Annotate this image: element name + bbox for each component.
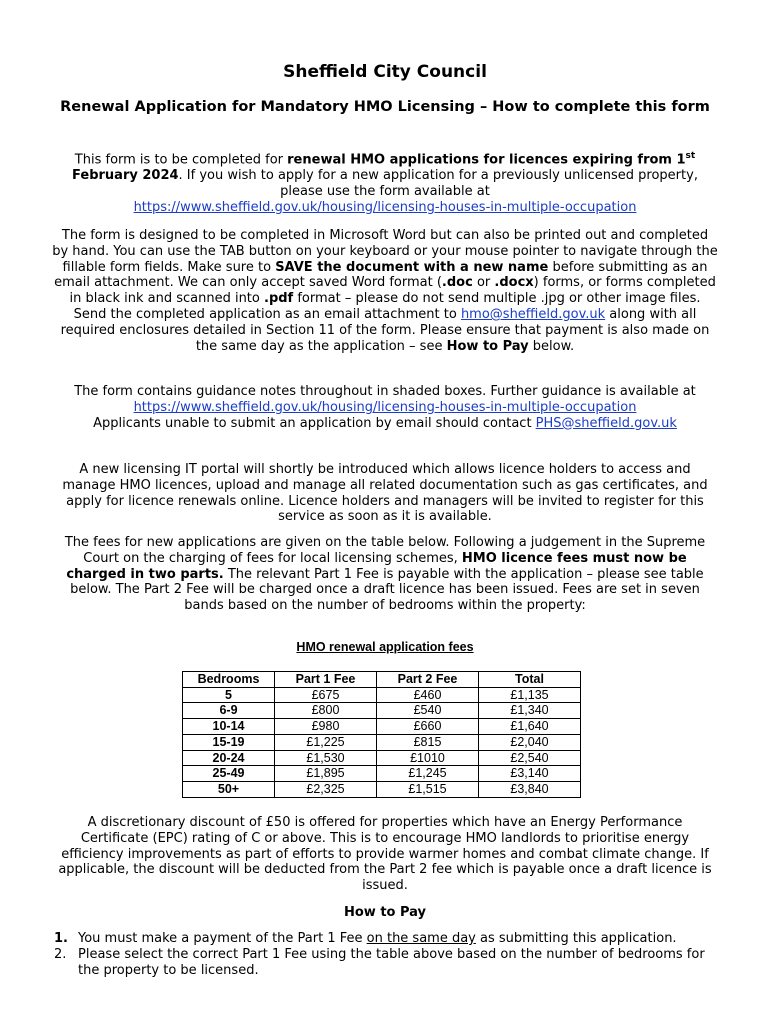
- bedrooms-cell: 25-49: [183, 766, 275, 782]
- part2-fee-cell: £660: [377, 719, 479, 735]
- total-fee-cell: £3,840: [479, 781, 581, 797]
- column-header: Bedrooms: [183, 672, 275, 688]
- part1-fee-cell: £1,225: [275, 734, 377, 750]
- list-item: [52, 947, 718, 979]
- bedrooms-cell: 15-19: [183, 734, 275, 750]
- payment-steps: [52, 931, 718, 978]
- design-text-5: format – please do not send multiple .jpg or other image files. Send the completed application as an email attachment to: [73, 291, 701, 322]
- guidance-contact-text: Applicants unable to submit an application by email should contact: [93, 415, 536, 431]
- table-row: [183, 734, 581, 750]
- total-fee-cell: £3,140: [479, 766, 581, 782]
- guidance-text: The form contains guidance notes throughout in shaded boxes. Further guidance is available at: [74, 384, 696, 399]
- part2-fee-cell: £1,515: [377, 781, 479, 797]
- fees-intro-text-2: The relevant Part 1 Fee is payable with the application – please see table below. The Part 2 Fee will be charged once a draft licence has been issued. Fees are set in seven bands based on the number of bedrooms within the property:: [70, 566, 704, 614]
- design-text-7: below.: [528, 338, 575, 354]
- bedrooms-cell: 10-14: [183, 719, 275, 735]
- intro-bold-text: renewal HMO applications for licences expiring from 1: [287, 152, 686, 168]
- licensing-link[interactable]: https://www.sheffield.gov.uk/housing/licensing-houses-in-multiple-occupation: [133, 199, 637, 215]
- step-text: Please select the correct Part 1 Fee using the table above based on the number of bedrooms for the property to be licensed.: [78, 946, 705, 978]
- part2-fee-cell: £460: [377, 687, 479, 703]
- fee-table: [182, 671, 581, 798]
- design-text-2: before submitting as an email attachment. We can only accept saved Word format (: [54, 259, 708, 291]
- phs-email-link[interactable]: PHS@sheffield.gov.uk: [535, 415, 677, 431]
- part2-fee-cell: £540: [377, 703, 479, 719]
- step-number: 1.: [54, 931, 68, 946]
- total-fee-cell: £1,640: [479, 719, 581, 735]
- intro-bold-date: February 2024: [72, 168, 179, 184]
- intro-paragraph: [52, 149, 718, 216]
- part1-fee-cell: £675: [275, 687, 377, 703]
- docx-format: .docx: [494, 275, 534, 291]
- portal-paragraph: A new licensing IT portal will shortly be introduced which allows licence holders to access and manage HMO licences, upload and manage all related documentation such as gas certificates, and apply for licence renewals online. Licence holders and managers will be invited to register for this service as soon as it is available.: [62, 462, 708, 525]
- part2-fee-cell: £1010: [377, 750, 479, 766]
- discount-paragraph: A discretionary discount of £50 is offered for properties which have an Energy Performance Certificate (EPC) rating of C or above. This is to encourage HMO landlords to prioritise energy efficiency improvements as part of efforts to provide warmer homes and combat climate change. If applicable, the discount will be deducted from the Part 2 fee which is payable once a draft licence is issued.: [58, 815, 712, 894]
- total-fee-cell: £2,540: [479, 750, 581, 766]
- column-header: Part 2 Fee: [377, 672, 479, 688]
- step-text: You must make a payment of the Part 1 Fee: [78, 931, 367, 946]
- step-text-2: as submitting this application.: [475, 931, 677, 946]
- page-title: Sheffield City Council: [283, 62, 487, 82]
- fee-table-header-row: [183, 672, 581, 688]
- part2-fee-cell: £815: [377, 734, 479, 750]
- fees-intro-text: The fees for new applications are given on the table below. Following a judgement in the Supreme Court on the charging of fees for local licensing schemes,: [64, 535, 706, 566]
- bedrooms-cell: 20-24: [183, 750, 275, 766]
- total-fee-cell: £1,135: [479, 687, 581, 703]
- design-text-4: ) forms, or forms completed in black ink and scanned into: [69, 275, 716, 307]
- part1-fee-cell: £1,530: [275, 750, 377, 766]
- table-row: [183, 766, 581, 782]
- hmo-email-link[interactable]: hmo@sheffield.gov.uk: [460, 306, 606, 322]
- design-text-6: along with all required enclosures detailed in Section 11 of the form. Please ensure that payment is also made on the same day as the application – see: [60, 306, 710, 354]
- table-row: [183, 750, 581, 766]
- doc-format: .doc: [441, 275, 473, 291]
- guidance-paragraph: [52, 384, 718, 431]
- part1-fee-cell: £800: [275, 703, 377, 719]
- fees-intro-paragraph: [52, 535, 718, 614]
- step-number: 2.: [54, 946, 67, 962]
- bedrooms-cell: 6-9: [183, 703, 275, 719]
- how-to-pay-heading: How to Pay: [343, 905, 427, 920]
- fee-table-title: HMO renewal application fees: [296, 640, 474, 654]
- guidance-link[interactable]: https://www.sheffield.gov.uk/housing/licensing-houses-in-multiple-occupation: [133, 399, 637, 415]
- table-row: [183, 719, 581, 735]
- intro-text-2: . If you wish to apply for a new application for a previously unlicensed property, please use the form available at: [178, 168, 698, 199]
- bedrooms-cell: 5: [183, 687, 275, 703]
- list-item: [52, 931, 718, 947]
- column-header: Part 1 Fee: [275, 672, 377, 688]
- table-row: [183, 703, 581, 719]
- table-row: [183, 781, 581, 797]
- total-fee-cell: £1,340: [479, 703, 581, 719]
- design-text-3: or: [472, 275, 495, 291]
- total-fee-cell: £2,040: [479, 734, 581, 750]
- design-paragraph: [52, 228, 718, 354]
- column-header: Total: [479, 672, 581, 688]
- part2-fee-cell: £1,245: [377, 766, 479, 782]
- intro-text: This form is to be completed for: [74, 152, 288, 168]
- part1-fee-cell: £980: [275, 719, 377, 735]
- how-to-pay-reference: How to Pay: [446, 338, 529, 354]
- design-text-1: The form is designed to be completed in Microsoft Word but can also be printed out and completed by hand. You can use the TAB button on your keyboard or your mouse pointer to navigate through the fillable form fields. Make sure to: [52, 228, 718, 275]
- save-instruction: SAVE the document with a new name: [275, 259, 549, 275]
- table-row: [183, 687, 581, 703]
- pdf-format: .pdf: [264, 291, 294, 307]
- bedrooms-cell: 50+: [183, 781, 275, 797]
- page-subtitle: Renewal Application for Mandatory HMO Licensing – How to complete this form: [60, 99, 710, 115]
- part1-fee-cell: £1,895: [275, 766, 377, 782]
- step-emphasis: on the same day: [366, 931, 476, 946]
- intro-superscript: st: [685, 151, 696, 161]
- part1-fee-cell: £2,325: [275, 781, 377, 797]
- fees-two-parts-notice: HMO licence fees must now be charged in two parts.: [66, 550, 687, 582]
